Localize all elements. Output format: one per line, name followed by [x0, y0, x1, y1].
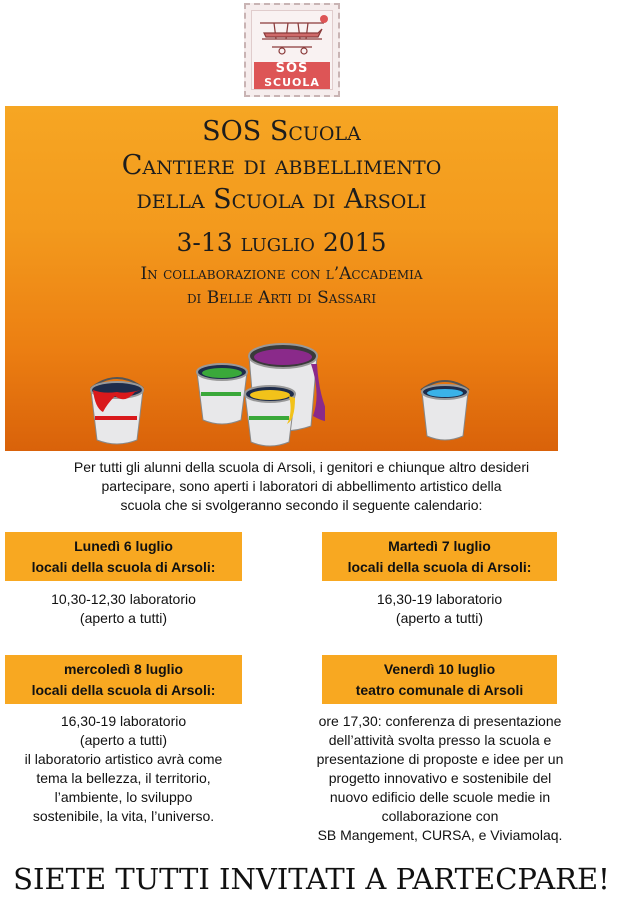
banner-collab-1: In collaborazione con l’Accademia — [140, 264, 423, 284]
event-detail-line: progetto innovativo e sostenibile del — [328, 770, 552, 786]
event-header-monday — [5, 532, 242, 581]
event-place: locali della scuola di Arsoli: — [347, 559, 532, 575]
invitation-footer: SIETE TUTTI INVITATI A PARTECPARE! — [13, 862, 610, 896]
intro-paragraph — [0, 458, 603, 515]
event-header-wednesday — [5, 655, 242, 704]
event-header-friday — [322, 655, 557, 704]
event-place: locali della scuola di Arsoli: — [31, 559, 216, 575]
paint-bucket-icon — [85, 374, 149, 446]
event-detail-line: tema la bellezza, il territorio, — [36, 770, 211, 786]
event-place: locali della scuola di Arsoli: — [31, 682, 216, 698]
event-place: teatro comunale di Arsoli — [355, 682, 524, 698]
airplane-icon — [252, 9, 332, 61]
banner-title: SOS Scuola — [202, 116, 361, 147]
event-detail-line: (aperto a tutti) — [79, 732, 168, 748]
event-detail-line: ore 17,30: conferenza di presentazione — [318, 713, 562, 729]
paint-bucket-icon — [239, 378, 301, 448]
banner-dates: 3-13 luglio 2015 — [176, 228, 387, 257]
event-day: mercoledì 8 luglio — [63, 661, 184, 677]
event-details-friday — [280, 712, 600, 845]
intro-line: scuola che si svolgeranno secondo il seguente calendario: — [120, 497, 483, 513]
event-detail-line: 16,30-19 laboratorio — [60, 713, 187, 729]
event-day: Venerdì 10 luglio — [383, 661, 496, 677]
event-detail-line: collaborazione con — [381, 808, 499, 824]
event-detail-line: l’ambiente, lo sviluppo — [54, 789, 193, 805]
event-detail-line: (aperto a tutti) — [395, 610, 484, 626]
event-header-tuesday — [322, 532, 557, 581]
event-detail-line: (aperto a tutti) — [79, 610, 168, 626]
banner-collab-2: di Belle Arti di Sassari — [186, 288, 377, 308]
paint-bucket-icon — [417, 376, 473, 442]
event-detail-line: nuovo edificio delle scuole medie in — [329, 789, 551, 805]
event-details-monday — [5, 590, 242, 628]
event-day: Lunedì 6 luglio — [74, 538, 173, 554]
event-detail-line: 16,30-19 laboratorio — [376, 591, 503, 607]
intro-line: partecipare, sono aperti i laboratori di abbellimento artistico della — [101, 478, 502, 494]
event-details-wednesday — [5, 712, 242, 826]
stamp-scuola-text: SCUOLA — [254, 76, 330, 89]
banner-subtitle-1: Cantiere di abbellimento — [121, 150, 442, 181]
logo-stamp — [244, 3, 340, 97]
event-detail-line: dell’attività svolta presso la scuola e — [328, 732, 552, 748]
event-detail-line: 10,30-12,30 laboratorio — [51, 591, 196, 607]
event-detail-line: SB Mangement, CURSA, e Viviamolaq. — [317, 827, 563, 843]
banner-subtitle-2: della Scuola di Arsoli — [136, 184, 427, 215]
header-banner — [5, 106, 558, 451]
event-detail-line: presentazione di proposte e idee per un — [316, 751, 564, 767]
stamp-sos-text: SOS — [254, 62, 330, 76]
intro-line: Per tutti gli alunni della scuola di Arsoli, i genitori e chiunque altro desideri — [73, 459, 530, 475]
event-day: Martedì 7 luglio — [388, 538, 491, 554]
event-details-tuesday — [322, 590, 557, 628]
event-detail-line: sostenibile, la vita, l’universo. — [32, 808, 215, 824]
event-detail-line: il laboratorio artistico avrà come — [24, 751, 223, 767]
